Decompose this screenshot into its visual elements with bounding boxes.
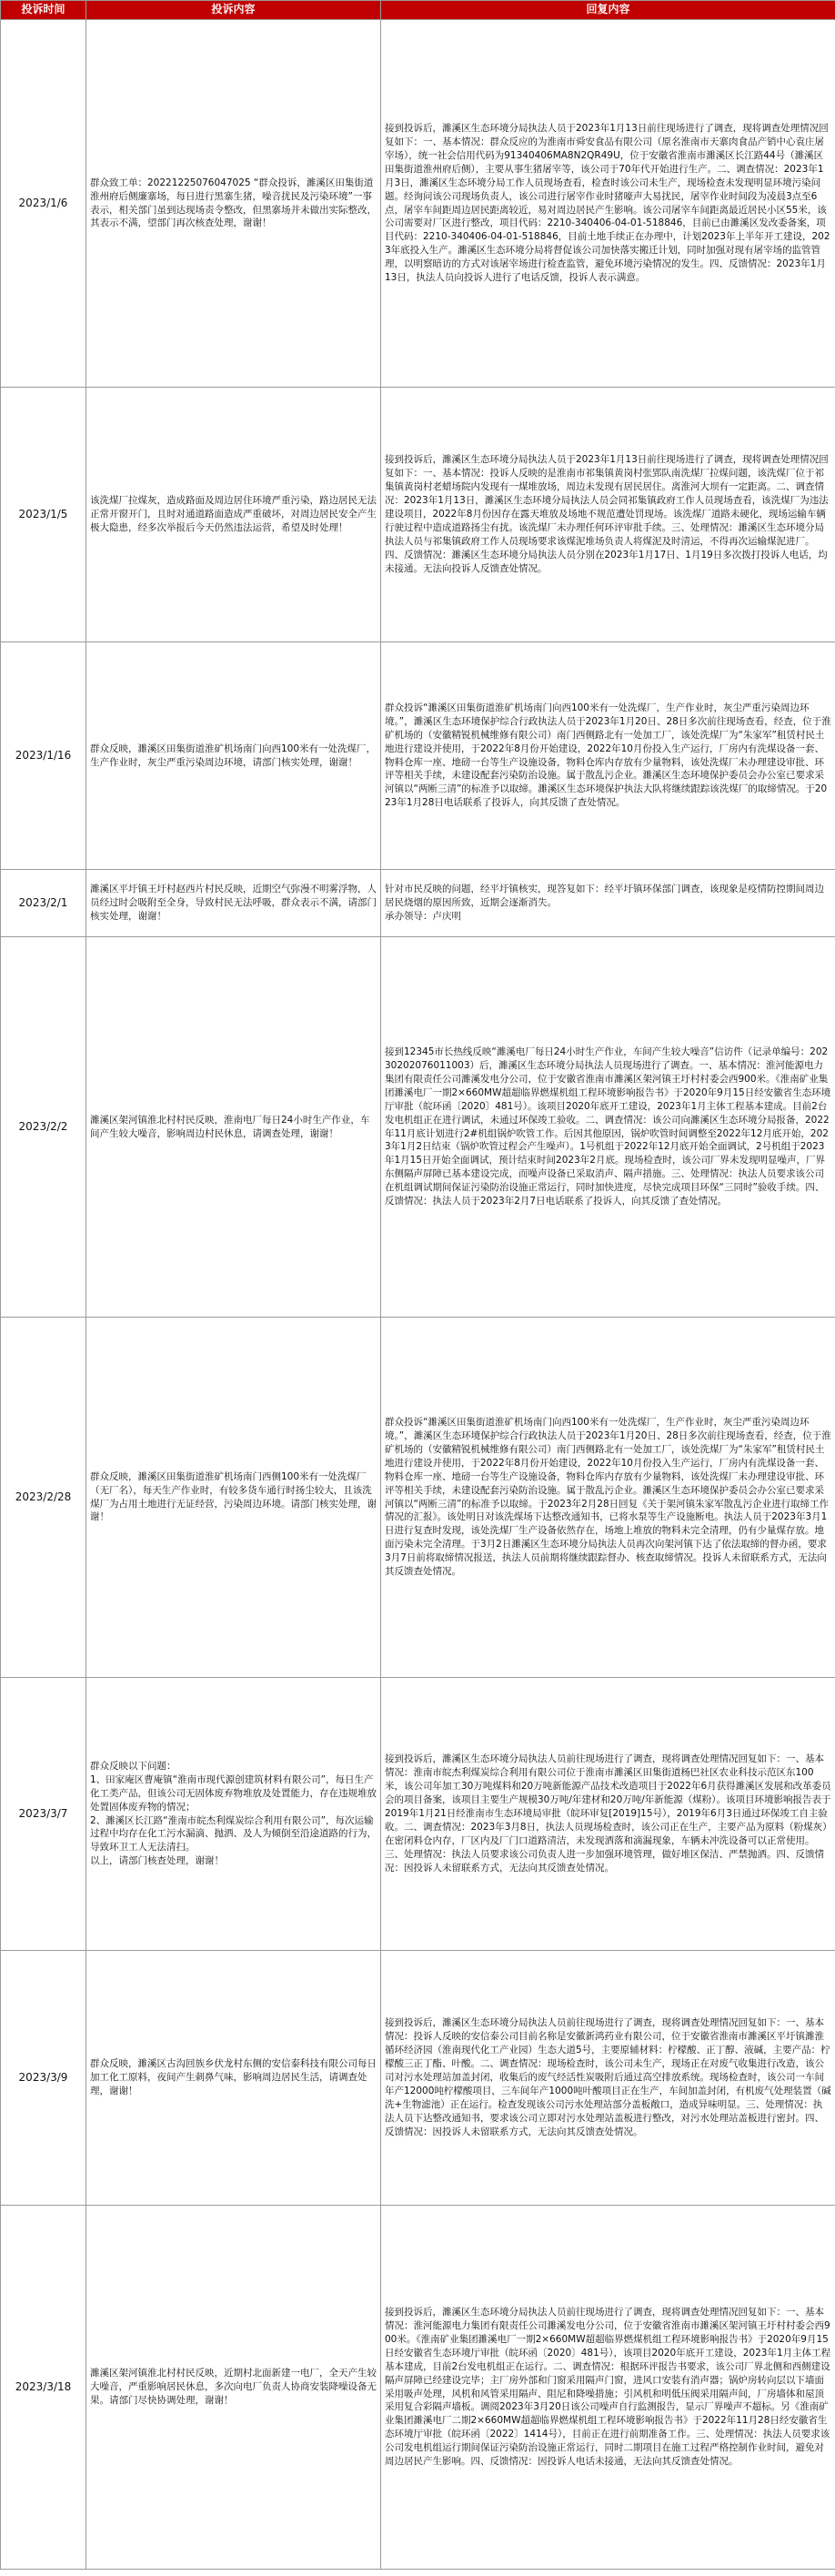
complaint-reply: 接到投诉后，濉溪区生态环境分局执法人员于2023年1月13日前往现场进行了调查，现将调查处理情况回复如下：一、基本情况：群众反应的为淮南市舜安食品有限公司（原名淮南市天寨肉食品产销中心袁庄屠宰场），统一社会信用代码为91340406MA8N2QR49U，位于安徽省淮南市濉溪区长江路44号（濉溪区田集街道淮州府后侧），主要从事生猪屠宰等，该公司于70年代开始进行生产。二、调查情况：2023年1月3日，濉溪区生态环境分局工作人员现场查看，检查时该公司未生产，现场检查未发现明显环境污染问题。经询问该公司现场负责人，该公司进行屠宰作业时猪嚎声大易扰民，屠宰作业时间段为凌晨3点至6点，屠宰车间距周边居民距离较近，易对周边居民产生影响。该公司屠宰车间距离最近居民小区55米，该公司需要对厂区进行整改，项目代码：2210-340406-04-01-518846，目前已由濉溪区发改委备案，项目代码：2210-340406-04-01-518846，目前土地手续正在办理中，计划2023年上半年开工建设，2023年底投入生产。濉溪区生态环境分局将督促该公司加快落实搬迁计划，同时加强对现有屠宰场的监管管理，以明察暗访的方式对该屠宰场进行检查监管，避免环境污染情况的发生。四、反馈情况：2023年1月13日，执法人员向投诉人进行了电话反馈，投诉人表示满意。 [381, 20, 835, 388]
complaint-content: 濉溪区架河镇淮北村村民反映，近期村北面新建一电厂，全天产生较大噪音，严重影响居民休息，多次向电厂负责人协商安装降噪设备无果。请部门尽快协调处理，谢谢！ [86, 2206, 381, 2570]
complaint-reply: 接到12345市长热线反映“濉溪电厂每日24小时生产作业，车间产生较大噪音”信访件（记录单编号：20230202076011003）后，濉溪区生态环境分局执法人员现场进行了调查。一、基本情况：淮河能源电力集团有限责任公司濉溪发电分公司，位于安徽省淮南市濉溪区架河镇王圩村村委会西900米。《淮南矿业集团濉溪电厂一期2×660MW超超临界燃煤机组工程环境影响报告书》于2020年9月15日经安徽省生态环境厅审批（皖环函〔2020〕481号）。该项目2020年底开工建设，2023年1月主体工程基本建成。目前2台发电机组正在进行调试，未通过环保竣工验收。二、调查情况：该公司向濉溪区生态环境分局报备，2022年11月底计划进行2#机组锅炉吹管工作。后因其他原因，锅炉吹管时间调整至2022年12月底开始，2023年1月2日结束（锅炉吹管过程会产生噪声）。1号机组于2022年12月底开始全面调试，2号机组于2023年1月15日开始全面调试，预计结束时间2023年2月底。现场检查时，该公司厂界未发现明显噪声，厂界东侧隔声屏障已基本建设完成，而噪声设备已采取消声、隔声措施。三、处理情况：执法人员要求该公司在机组调试期间保证污染防治设施正常运行，同时加快进度，尽快完成项目环保“三同时”验收手续。四、反馈情况：执法人员于2023年2月7日电话联系了投诉人，向其反馈了查处情况。 [381, 937, 835, 1318]
complaint-content: 群众反映以下问题： 1、田家庵区曹庵镇“淮南市现代源创建筑材料有限公司”，每日生产化工类产品，但该公司无固体废弃物堆放及处置能力，存在违规堆放处置固体废弃物的情况； 2、濉溪区长江路“淮南市皖杰利煤炭综合利用有限公司”，每次运输过程中均存在化工污水漏滴、抛洒、及人为倾倒至沿途道路的行为，导致环卫工人无法清扫。 以上，请部门核查处理，谢谢！ [86, 1678, 381, 1951]
table-row [1, 1318, 835, 1678]
complaint-time: 2023/2/28 [1, 1318, 86, 1678]
table-row [1, 1951, 835, 2206]
table-header-row [1, 1, 835, 20]
complaint-content: 濉溪区平圩镇王圩村赵西片村民反映，近期空气弥漫不明雾浮物，人员经过时会吸附至全身，导致村民无法呼吸，群众表示不满，请部门核实处理，谢谢！ [86, 870, 381, 937]
complaint-time: 2023/1/6 [1, 20, 86, 388]
complaint-content: 濉溪区架河镇淮北村村民反映，淮南电厂每日24小时生产作业，车间产生较大噪音，影响周边村民休息，请调查处理，谢谢！ [86, 937, 381, 1318]
complaint-reply: 针对市民反映的问题，经平圩镇核实，现答复如下：经平圩镇环保部门调查，该现象是疫情防控期间周边居民烧烟的原因所致，近期会逐渐消失。 承办领导：卢庆明 [381, 870, 835, 937]
table-row [1, 870, 835, 937]
complaint-reply: 群众投诉“濉溪区田集街道淮矿机场南门向西100米有一处洗煤厂，生产作业时，灰尘严重污染周边环境。”，濉溪区生态环境保护综合行政执法人员于2023年1月20日、28日多次前往现场查看，经查，位于淮矿机场的（安徽精锐机械维修有限公司）南门西侧路北有一处加工厂，该处洗煤厂为“朱家军”租赁村民土地进行建设并使用，于2022年8月份开始建设，2022年10月份投入生产运行，厂房内有洗煤设备一套、物料仓库一座、地磅一台等生产设施设备，物料仓库内存放有少量物料，该处洗煤厂未办理建设审批、环评等相关手续，未建设配套污染防治设施。属于散乱污企业。濉溪区生态环境保护委员会办公室已要求采河镇以“两断三清”的标准予以取缔。濉溪区生态环境保护执法大队将继续跟踪该洗煤厂的取缔情况。于2023年1月28日电话联系了投诉人，向其反馈了查处情况。 [381, 642, 835, 870]
table-row [1, 2206, 835, 2570]
table-row [1, 20, 835, 388]
complaint-time: 2023/1/5 [1, 388, 86, 642]
table-row [1, 388, 835, 642]
header-content: 投诉内容 [86, 1, 381, 20]
complaint-content: 群众反映，濉溪区田集街道淮矿机场南门西侧100米有一处洗煤厂（无厂名），每天生产作业时，有较多货车通行时扬尘较大，且该洗煤厂为占用土地进行无证经营，污染周边环境。请部门核实处理，谢谢！ [86, 1318, 381, 1678]
header-time: 投诉时间 [1, 1, 86, 20]
complaint-time: 2023/2/1 [1, 870, 86, 937]
header-reply: 回复内容 [381, 1, 835, 20]
complaint-time: 2023/3/7 [1, 1678, 86, 1951]
complaint-content: 该洗煤厂拉煤灰，造成路面及周边居住环境严重污染，路边居民无法正常开窗开门，且时对通道路面造成严重破坏，对周边居民安全产生极大隐患，经多次举报后今天仍然违法运营，希望及时处理！ [86, 388, 381, 642]
complaint-time: 2023/3/9 [1, 1951, 86, 2206]
complaint-content: 群众反映，濉溪区古沟回族乡伏龙村东侧的安信泰科技有限公司每日加工化工原料，夜间产生刺鼻气味，影响周边居民生活，请调查处理，谢谢！ [86, 1951, 381, 2206]
complaint-content: 群众致工单：20221225076047025 “群众投诉，濉溪区田集街道淮州府后侧廉寨场，每日进行黑寨生猪，噪音扰民及污染环境”一事表示，相关部门虽到达现场责令整改，但黑寨场并未做出实际整改，其表示不满，望部门再次核查处理，谢谢！ [86, 20, 381, 388]
complaint-reply: 群众投诉“濉溪区田集街道淮矿机场南门向西100米有一处洗煤厂，生产作业时，灰尘严重污染周边环境。”，濉溪区生态环境保护综合行政执法人员于2023年1月20日、28日多次前往现场查看，经查，位于淮矿机场的（安徽精锐机械维修有限公司）南门西侧路北有一处加工厂，该处洗煤厂为“朱家军”租赁村民土地进行建设并使用，于2022年8月份开始建设，2022年10月份投入生产运行，厂房内有洗煤设备一套、物料仓库一座、地磅一台等生产设施设备，物料仓库内存放有少量物料，该处洗煤厂未办理建设审批、环评等相关手续，未建设配套污染防治设施。属于散乱污企业。濉溪区生态环境保护委员会办公室已要求采河镇以“两断三清”的标准予以取缔。于2023年2月28日回复《关于架河镇朱家军散乱污企业进行取缔工作情况的汇报》。该处明日对该洗煤场下达整改通知书，已将水泵等生产设施断电。执法人员于2023年3月1日进行复查时发现，该处洗煤厂生产设备依然存在，场地上堆放的物料未完全清理，仍有少量煤存放。地面污染未完全清理。于3月2日濉溪区生态环境分局执法人员再次向架河镇下达了依法取缔的督办函，要求3月7日前将取缔情况报送，执法人员前期将继续跟踪督办、核查取缔情况。投诉人未留联系方式，无法向其反馈查处情况。 [381, 1318, 835, 1678]
complaint-reply: 接到投诉后，濉溪区生态环境分局执法人员前往现场进行了调查，现将调查处理情况回复如下：一、基本情况：淮南市皖杰利煤炭综合利用有限公司位于淮南市濉溪区田集街道杨巴社区农业科技示范区东100米，该公司年加工30万吨煤料和20万吨新能源产品技术改造项目于2022年6月获得濉溪区发展和改革委员会的项目备案，该项目主要生产规模30万吨/年建材和20万吨/年新能源（煤粉）。该项目环境影响报告表于2019年1月21日经淮南市生态环境局审批（皖环审复[2019]15号），2019年6月3日通过环保竣工自主验收。二、调查情况：2023年3月8日，执法人员现场检查时，该公司正在生产，主要产品为原料（粉煤灰）在密闭料仓内存，厂区内及厂门口道路清洁，未发现洒落和滴漏现象，车辆未冲洗设备可以正常使用。三、处理情况：执法人员要求该公司负责人进一步加强环境管理，做好堆区保洁、严禁抛洒。四、反馈情况：因投诉人未留联系方式，无法向其反馈查处情况。 [381, 1678, 835, 1951]
complaint-time: 2023/3/18 [1, 2206, 86, 2570]
table-row [1, 1678, 835, 1951]
complaint-reply: 接到投诉后，濉溪区生态环境分局执法人员前往现场进行了调查，现将调查处理情况回复如下：一、基本情况：投诉人反映的安信泰公司目前名称是安徽新鸿药业有限公司，位于安徽省淮南市濉溪区平圩镇濉淮循环经济园（淮南现代化工产业园）生态大道5号，主要原辅材料：柠檬酸、正丁醇、液碱，主要产品：柠檬酸三正丁酯、叶酸。二、调查情况：现场检查时，该公司未生产，现场正在对废气收集进行改造，该公司对污水处理站加盖封闭，收集后的废气经活性炭吸附后通过高空排放系统。现场检查时，该公司一车间年产12000吨柠檬酸项目，三车间年产1000吨叶酸项目正在生产，车间加盖封闭，有机废气处理装置（碱洗+生物滤池）正在运行。检查发现该公司污水处理站部分盖板敞口，造成异味明显。三、处理情况：执法人员下达整改通知书，要求该公司立即对污水处理站盖板进行整改，对污水处理站盖板进行密封。四、反馈情况：因投诉人未留联系方式，无法向其反馈查处情况。 [381, 1951, 835, 2206]
table-row [1, 937, 835, 1318]
complaint-time: 2023/2/2 [1, 937, 86, 1318]
complaint-reply: 接到投诉后，濉溪区生态环境分局执法人员前往现场进行了调查，现将调查处理情况回复如下：一、基本情况：淮河能源电力集团有限责任公司濉溪发电分公司，位于安徽省淮南市濉溪区架河镇王圩村村委会西900米。《淮南矿业集团濉溪电厂一期2×660MW超超临界燃煤机组工程环境影响报告书》于2020年9月15日经安徽省生态环境厅审批（皖环函〔2020〕481号），该项目2020年底开工建设，2023年1月主体工程基本建成，目前2台发电机组正在运行。二、调查情况：根据环评报告书要求，该公司厂界北侧和西侧建设隔声屏障已经建设完毕；主厂房外部和门窗采用隔声门窗，进风口安装有消声器；锅炉房转向层以下墙面采用吸声处理，风机和风管采用隔声、阻尼和降噪措施；引风机和明低压阀采用隔声间，厂房墙体和屋顶采用复合彩隔声墙板。调阅2023年3月20日该公司噪声自行监测报告，显示厂界噪声不超标。另《淮南矿业集团濉溪电厂二期2×660MW超超临界燃煤机组工程环境影响报告书》于2022年11月28日经安徽省生态环境厅审批（皖环函〔2022〕1414号），目前正在进行前期准备工作。三、处理情况：执法人员要求该公司发电机组运行期间保证污染防治设施正常运行，同时二期项目在施工过程严格控制作业时间，避免对周边居民产生影响。四、反馈情况：因投诉人电话未接通，无法向其反馈查处情况。 [381, 2206, 835, 2570]
complaint-reply: 接到投诉后，濉溪区生态环境分局执法人员于2023年1月13日前往现场进行了调查，现将调查处理情况回复如下：一、基本情况：投诉人反映的是淮南市祁集镇黄岗村张郢队南洗煤厂拉煤问题，该洗煤厂位于祁集镇黄岗村老蜡场院内发现有一煤堆放场，周边未发现有居民居住。离淮河大坝有一定距离。二、调查情况：2023年1月13日，濉溪区生态环境分局执法人员会同祁集镇政府工作人员现场查看，该洗煤厂为违法建设项目，2022年8月份因存在露天堆放及场地不规范遭处罚现场。该洗煤厂道路未硬化，现场运输车辆行驶过程中造成道路扬尘有扰。该洗煤厂未办理任何环评审批手续。三、处理情况：濉溪区生态环境分局执法人员与祁集镇政府工作人员现场要求该煤泥堆场负责人将煤泥及时清运，不得再次运输煤泥进厂。四、反馈情况：濉溪区生态环境分局执法人员分别在2023年1月17日、1月19日多次拨打投诉人电话，均未接通。无法向投诉人反馈查处情况。 [381, 388, 835, 642]
complaint-time: 2023/1/16 [1, 642, 86, 870]
table-row [1, 642, 835, 870]
complaint-content: 群众反映，濉溪区田集街道淮矿机场南门向西100米有一处洗煤厂，生产作业时，灰尘严重污染周边环境，请部门核实处理，谢谢！ [86, 642, 381, 870]
